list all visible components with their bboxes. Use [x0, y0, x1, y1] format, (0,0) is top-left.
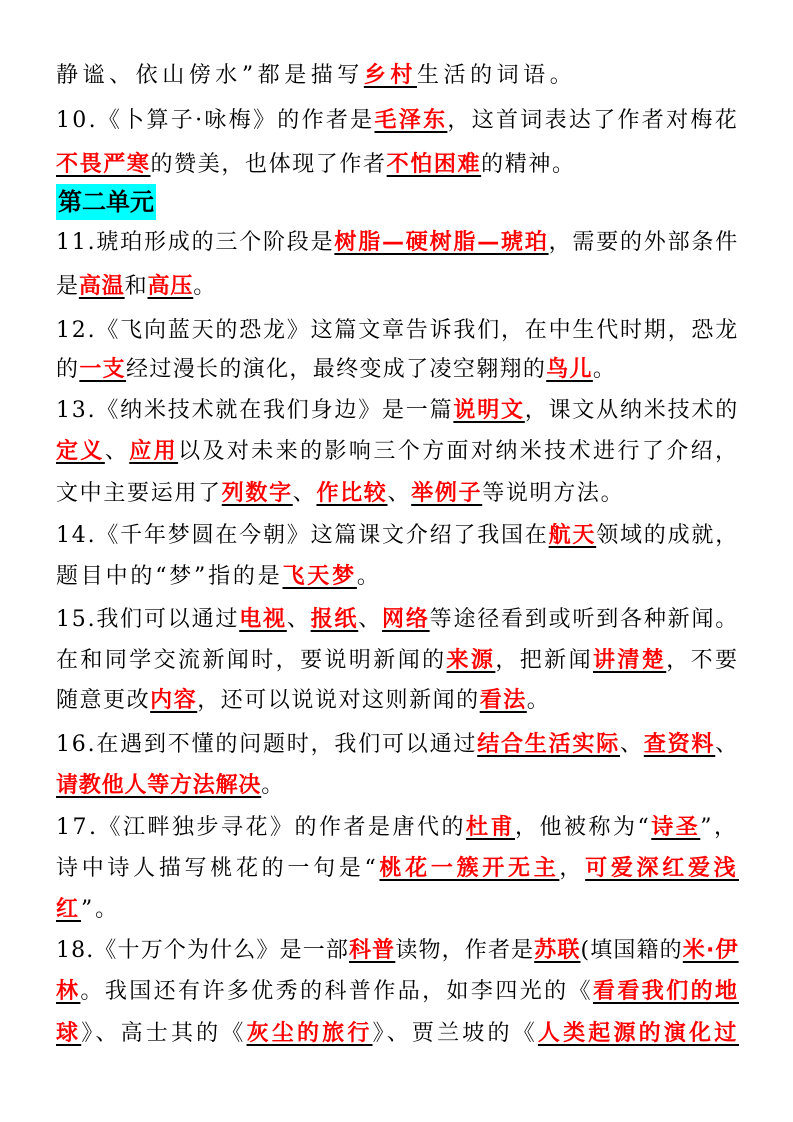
answer-text: 米·伊: [682, 938, 739, 963]
text-line-4: [56, 229, 739, 259]
answer-text: 内容: [150, 688, 198, 713]
text-segment: ，: [559, 856, 586, 881]
text-segment: 16.在遇到不懂的问题时，我们可以通过: [56, 732, 478, 757]
answer-text: 看看我们的地: [592, 979, 739, 1004]
answer-text: 结合生活实际: [477, 732, 621, 757]
answer-text: 科普: [349, 938, 396, 963]
answer-text: 飞天梦: [282, 564, 357, 589]
text-line-1: [56, 62, 576, 92]
answer-text: 高压: [147, 274, 194, 299]
text-segment: 的赞美，也体现了作者: [150, 152, 387, 177]
text-line-9: [56, 438, 739, 468]
text-line-18: [56, 814, 739, 844]
text-line-8: [56, 397, 739, 427]
unit-heading: 第二单元: [56, 184, 156, 220]
answer-text: 说明文: [453, 398, 525, 423]
text-line-23: [56, 1020, 739, 1050]
answer-text: 列数字: [221, 481, 293, 506]
answer-text: 苏联: [534, 938, 581, 963]
text-segment: 12.《飞向蓝天的恐龙》这篇文章告诉我们，在中生代时期，恐龙: [56, 318, 739, 343]
text-segment: 、: [387, 481, 412, 506]
text-segment: 的精神。: [481, 152, 576, 177]
text-line-17: [56, 772, 284, 802]
answer-text: 请教他人等方法解决: [56, 773, 262, 798]
text-segment: 10.《卜算子·咏梅》的作者是: [56, 108, 375, 133]
text-segment: 的: [56, 357, 80, 382]
text-segment: 是: [56, 274, 79, 299]
answer-text: 不畏严寒: [56, 152, 151, 177]
text-segment: 。我国还有许多优秀的科普作品，如李四光的《: [80, 979, 593, 1004]
answer-text: 作比较: [316, 481, 388, 506]
text-segment: ，课文从纳米技术的: [524, 398, 739, 423]
text-segment: 在和同学交流新闻时，要说明新闻的: [56, 648, 447, 673]
answer-text: 电视: [239, 607, 287, 632]
text-segment: 、: [104, 439, 130, 464]
text-segment: 等途径看到或听到各种新闻。: [429, 607, 739, 632]
text-segment: ，把新闻: [495, 648, 593, 673]
text-segment: ”。: [80, 897, 120, 922]
text-segment: 、: [286, 607, 311, 632]
answer-text: 查资料: [643, 732, 716, 757]
text-segment: ”，: [700, 815, 739, 840]
answer-text: 乡村: [363, 63, 417, 88]
text-segment: ，这首词表达了作者对梅花: [447, 108, 739, 133]
answer-text: 灰尘的旅行: [246, 1021, 373, 1046]
text-line-12: [56, 563, 382, 593]
text-segment: 。: [526, 688, 550, 713]
text-segment: ，还可以说说对这则新闻的: [197, 688, 480, 713]
answer-text: 鸟儿: [546, 357, 593, 382]
answer-text: 一支: [79, 357, 127, 382]
answer-text: 诗圣: [651, 815, 701, 840]
text-segment: 13.《纳米技术就在我们身边》是一篇: [56, 398, 454, 423]
answer-text: 来源: [446, 648, 496, 673]
answer-text: 人类起源的演化过: [537, 1021, 739, 1046]
text-segment: 生活的词语。: [416, 63, 576, 88]
answer-text: 看法: [479, 688, 527, 713]
answer-text: 球: [56, 1021, 82, 1046]
text-segment: 。: [193, 274, 216, 299]
text-line-19: [56, 855, 739, 885]
text-segment: 、: [715, 732, 739, 757]
text-segment: 和: [124, 274, 148, 299]
text-segment: 18.《十万个为什么》是一部: [56, 938, 350, 963]
text-segment: 11.琥珀形成的三个阶段是: [56, 230, 335, 255]
answer-text: 航天: [548, 523, 597, 548]
text-line-5: [56, 273, 216, 303]
text-segment: ，需要的外部条件: [548, 230, 739, 255]
answer-text: 林: [56, 979, 81, 1004]
text-segment: 、: [620, 732, 644, 757]
text-segment: 。: [261, 773, 284, 798]
text-segment: 静谧、依山傍水”都是描写: [56, 63, 364, 88]
text-line-6: [56, 317, 739, 347]
text-segment: 经过漫长的演化，最终变成了凌空翱翔的: [126, 357, 547, 382]
answer-text: 网络: [382, 607, 430, 632]
answer-text: 桃花一簇开无主: [379, 856, 560, 881]
text-segment: 》、高士其的《: [81, 1021, 247, 1046]
text-segment: 领域的成就，: [596, 523, 739, 548]
answer-text: 不怕困难: [386, 152, 482, 177]
text-segment: 、: [358, 607, 383, 632]
answer-text: 红: [56, 897, 81, 922]
text-line-16: [56, 731, 739, 761]
text-line-14: [56, 647, 739, 677]
answer-text: 讲清楚: [592, 648, 667, 673]
text-segment: 。: [592, 357, 616, 382]
text-line-22: [56, 978, 739, 1008]
answer-text: 高温: [78, 274, 125, 299]
text-segment: 17.《江畔独步寻花》的作者是唐代的: [56, 815, 466, 840]
text-segment: 以及对未来的影响三个方面对纳米技术进行了介绍，: [178, 439, 739, 464]
text-segment: 。: [356, 564, 382, 589]
text-segment: 随意更改: [56, 688, 151, 713]
text-segment: (填国籍的: [580, 938, 683, 963]
text-segment: 诗中诗人描写桃花的一句是“: [56, 856, 380, 881]
answer-text: 毛泽东: [374, 108, 448, 133]
text-segment: ，他被称为“: [515, 815, 652, 840]
text-segment: 14.《千年梦圆在今朝》这篇课文介绍了我国在: [56, 523, 549, 548]
text-segment: 15.我们可以通过: [56, 607, 240, 632]
text-segment: 等说明方法。: [482, 481, 624, 506]
text-segment: ，不要: [666, 648, 739, 673]
answer-text: 报纸: [310, 607, 359, 632]
text-segment: 读物，作者是: [395, 938, 535, 963]
text-line-11: [56, 522, 739, 552]
text-line-15: [56, 687, 550, 717]
text-segment: 、: [292, 481, 317, 506]
text-line-10: [56, 480, 624, 510]
text-segment: 文中主要运用了: [56, 481, 222, 506]
answer-text: 举例子: [411, 481, 483, 506]
text-line-2: [56, 107, 739, 137]
answer-text: 可爱深红爱浅: [585, 856, 739, 881]
answer-text: 应用: [129, 439, 179, 464]
answer-text: 树脂—硬树脂—琥珀: [334, 230, 549, 255]
text-line-21: [56, 937, 739, 967]
text-segment: 》、贾兰坡的《: [372, 1021, 538, 1046]
answer-text: 定义: [56, 439, 105, 464]
answer-text: 杜甫: [466, 815, 516, 840]
text-line-20: [56, 896, 120, 926]
text-line-13: [56, 606, 739, 636]
text-line-7: [56, 356, 616, 386]
text-segment: 题目中的“梦”指的是: [56, 564, 283, 589]
text-line-3: [56, 151, 576, 181]
